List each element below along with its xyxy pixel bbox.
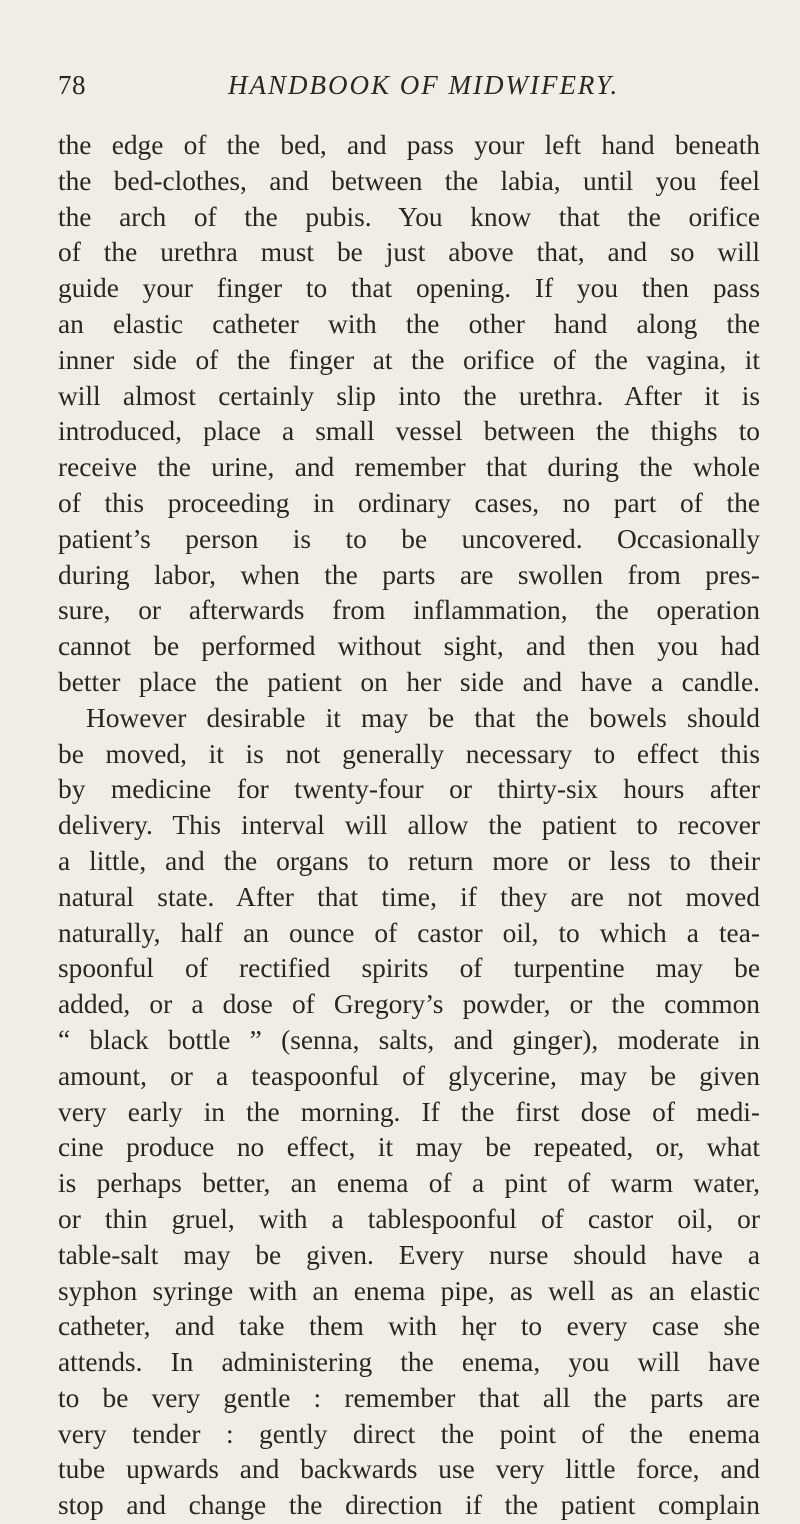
text-line: “ black bottle ” (senna, salts, and ginger), moderate in xyxy=(58,1024,760,1055)
text-line: cannot be performed without sight, and then you had xyxy=(58,631,760,662)
text-line: during labor, when the parts are swollen from pres- xyxy=(58,559,760,590)
running-head: HANDBOOK OF MIDWIFERY. xyxy=(228,70,620,100)
body-text xyxy=(58,128,760,1524)
text-line: or thin gruel, with a tablespoonful of castor oil, or xyxy=(58,1203,760,1234)
text-line: catheter, and take them with hęr to every case she xyxy=(58,1311,760,1342)
text-line: will almost certainly slip into the urethra. After it is xyxy=(58,380,760,411)
page-number: 78 xyxy=(58,70,86,100)
text-line: the arch of the pubis. You know that the orifice xyxy=(58,201,760,232)
text-line: added, or a dose of Gregory’s powder, or the common xyxy=(58,989,760,1020)
text-line: cine produce no effect, it may be repeated, or, what xyxy=(58,1132,760,1163)
text-line: naturally, half an ounce of castor oil, to which a tea- xyxy=(58,917,760,948)
text-line: receive the urine, and remember that during the whole xyxy=(58,452,760,483)
text-line: spoonful of rectified spirits of turpentine may be xyxy=(58,953,760,984)
text-line: be moved, it is not generally necessary to effect this xyxy=(58,738,760,769)
text-line: to be very gentle : remember that all the parts are xyxy=(58,1382,760,1413)
text-line: an elastic catheter with the other hand along the xyxy=(58,308,760,339)
text-line: by medicine for twenty-four or thirty-six hours after xyxy=(58,774,760,805)
text-line: the bed-clothes, and between the labia, until you feel xyxy=(58,165,760,196)
text-line: tube upwards and backwards use very little force, and xyxy=(58,1454,760,1485)
text-line: a little, and the organs to return more or less to their xyxy=(58,845,760,876)
text-line: natural state. After that time, if they are not moved xyxy=(58,881,760,912)
text-line: delivery. This interval will allow the patient to recover xyxy=(58,810,760,841)
text-line: the edge of the bed, and pass your left hand beneath xyxy=(58,130,760,160)
text-line: of this proceeding in ordinary cases, no part of the xyxy=(58,487,760,518)
text-line: table-salt may be given. Every nurse should have a xyxy=(58,1239,760,1270)
text-line: syphon syringe with an enema pipe, as well as an elastic xyxy=(58,1275,760,1306)
text-line: sure, or afterwards from inflammation, the operation xyxy=(58,595,760,626)
text-line: attends. In administering the enema, you will have xyxy=(58,1347,760,1378)
text-line: patient’s person is to be uncovered. Occasionally xyxy=(58,523,760,554)
text-line: guide your finger to that opening. If you then pass xyxy=(58,273,760,304)
text-line: is perhaps better, an enema of a pint of warm water, xyxy=(58,1168,760,1199)
text-line: introduced, place a small vessel between the thighs to xyxy=(58,416,760,447)
text-line: amount, or a teaspoonful of glycerine, may be given xyxy=(58,1060,760,1091)
text-line: stop and change the direction if the patient complain xyxy=(58,1490,760,1521)
text-line: very early in the morning. If the first dose of medi- xyxy=(58,1096,760,1127)
text-line: inner side of the finger at the orifice of the vagina, it xyxy=(58,344,760,375)
text-line: of the urethra must be just above that, and so will xyxy=(58,237,760,268)
text-line: However desirable it may be that the bowels should xyxy=(86,702,760,733)
text-line: very tender : gently direct the point of the enema xyxy=(58,1418,760,1449)
text-line: better place the patient on her side and have a candle. xyxy=(58,666,760,697)
page-header xyxy=(58,70,742,110)
